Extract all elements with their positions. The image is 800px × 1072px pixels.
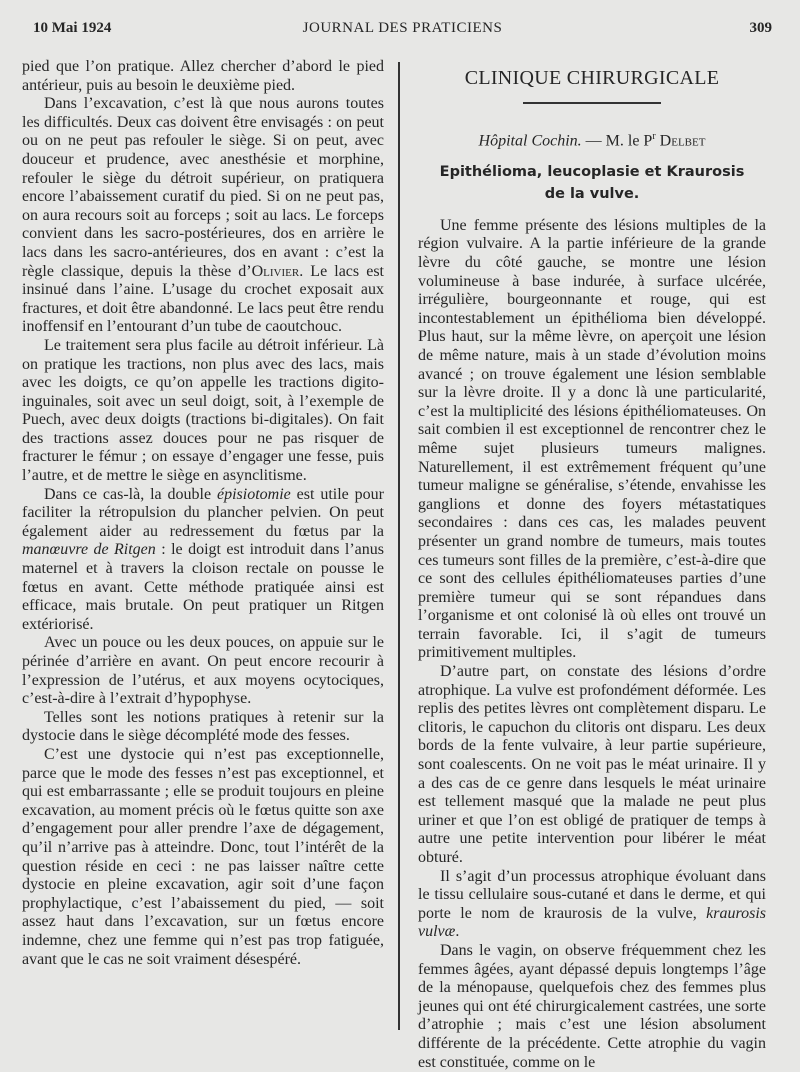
paragraph: Telles sont les notions pratiques à retenir sur la dystocie dans le siège décomplété mode des fesses. — [22, 708, 384, 745]
emphasis: manœuvre de Ritgen — [22, 541, 156, 559]
paragraph: D’autre part, on constate des lésions d’ordre atrophique. La vulve est profondément déformée. Les replis des petites lèvres ont complètement disparu. Le clitoris, le capuchon du clitoris ont disparu. Les deux bords de la fente vulvaire, à leur partie supérieure, sont coalescents. On ne voit pas le méat urinaire. Il y a des cas de ce genre dans lesquels le méat urinaire est tellement masqué que la malade ne peut plus uriner et que l’on est obligé de pratiquer de temps à autre une petite intervention pour libérer le méat obturé. — [418, 663, 766, 867]
section-title: CLINIQUE CHIRURGICALE — [464, 67, 720, 89]
header-page-number: 309 — [749, 20, 772, 36]
right-column — [418, 58, 766, 1072]
title-divider — [523, 102, 661, 104]
professor-name: Delbet — [659, 131, 706, 149]
paragraph: Dans le vagin, on observe fréquemment chez les femmes âgées, ayant dépassé depuis longtemps l’âge de la ménopause, quelquefois chez des femmes plus jeunes qui ont été chirurgicalement castrées, une sorte d’atrophie ; mais c’est une lésion absolument différente de la précédente. Cette atrophie du vagin est constituée, comme on le — [418, 941, 766, 1071]
header-date: 10 Mai 1924 — [33, 20, 112, 36]
paragraph: Dans l’excavation, c’est là que nous aurons toutes les difficultés. Deux cas doivent être envisagés : on peut ou on ne peut pas refouler le siège. Si on peut, avec douceur et prudence, avec anesthésie et morphine, refouler le siège du détroit supérieur, on pratiquera encore l’abaissement curatif du pied. Si on ne peut pas, on aura recours soit au forceps ; soit au lacs. Le forceps convient dans les sacro-postérieures, dos en arrière le lacs dans les sacro-antérieures, dos en avant : c’est la règle classique, depuis la thèse d’Olivier. Le lacs est insinué dans l’aine. L’usage du crochet exposait aux fractures, et doit être abandonné. Le lacs peut être rendu inoffensif en l’entourant d’un tube de caoutchouc. — [22, 95, 384, 336]
emphasis: kraurosis vulvæ — [418, 904, 766, 941]
column-divider — [398, 62, 400, 1030]
left-column — [22, 58, 384, 969]
paragraph: Avec un pouce ou les deux pouces, on appuie sur le périnée d’arrière en avant. On peut encore recourir à l’expression de l’utérus, et aux moyens ocytociques, c’est-à-dire à l’extrait d’hypophyse. — [22, 634, 384, 708]
hospital-line: Hôpital Cochin. — M. le $P^r$ Delbet — [478, 130, 706, 149]
page-header — [33, 16, 772, 42]
emphasis: épisiotomie — [217, 485, 291, 503]
author-name: Olivier — [251, 262, 300, 280]
paragraph: pied que l’on pratique. Allez chercher d’abord le pied antérieur, puis au besoin le deuxième pied. — [22, 58, 384, 94]
paragraph: Le traitement sera plus facile au détroit inférieur. Là on pratique les tractions, non plus avec des lacs, mais avec les doigts, ce qu’on appelle les tractions digito-inguinales, soit avec un seul doigt, soit, à l’exemple de Puech, avec deux doigts (tractions bi-digitales). On fait des tractions assez douces pour ne pas risquer de fracturer le fémur ; on essaye d’engager une fesse, puis l’autre, et de mettre le siège en asynclitisme. — [22, 336, 384, 485]
paragraph: Dans ce cas-là, la double épisiotomie est utile pour faciliter la rétropulsion du plancher pelvien. On peut également aider au redressement du fœtus par la manœuvre de Ritgen : le doigt est introduit dans l’anus maternel et à travers la cloison rectale on pousse le fœtus en avant. Cette méthode pratiquée ainsi est efficace, mais brutale. On peut pratiquer un Ritgen extériorisé. — [22, 485, 385, 633]
paragraph: Une femme présente des lésions multiples de la région vulvaire. A la partie inférieure de la grande lèvre du côté gauche, se montre une lésion volumineuse à base indurée, à surface ulcérée, irrégulière, bourgeonnante et rouge, qui est incontestablement un épithélioma bien développé. Plus haut, sur la même lèvre, on aperçoit une lésion de même nature, mais à un stade d’évolution moins avancé ; on trouve également une lésion semblable sur la lèvre droite. Il y a donc là une particularité, c’est la multiplicité des lésions épithéliomateuses. On sait combien il est exceptionnel de rencontrer chez le même sujet plusieurs tumeurs malignes. Naturellement, il est extrêmement fréquent qu’une tumeur maligne se généralise, s’étende, envahisse les ganglions et donne des foyers métastatiques secondaires : dans ces cas, les malades peuvent présenter un grand nombre de tumeurs, mais toutes ces tumeurs sont filles de la première, c’est-à-dire que ce sont des cellules épithéliomateuses parties d’une première tumeur qui se sont répandues dans l’organisme et ont colonisé là où elles ont trouvé un terrain favorable. Ici, il s’agit de tumeurs primitivement multiples. — [418, 216, 766, 662]
paragraph: C’est une dystocie qui n’est pas exceptionnelle, parce que le mode des fesses n’est pas exceptionnel, et qui est embarrassante ; elle se produit toujours en pleine excavation, au moment précis où le fœtus quitte son axe d’engagement pour aller prendre l’axe de dégagement, qu’il n’arrive pas à atteindre. Donc, tout l’intérêt de la question réside en ceci : ne pas laisser naître cette dystocie en pleine excavation, agir soit d’une façon prophylactique, c’est l’abaissement du pied, — soit assez haut dans l’excavation, sur un fœtus encore indemne, chez une femme qui n’est pas trop fatiguée, avant que le cas ne soit vraiment désespéré. — [22, 745, 384, 968]
article-subtitle: Epithélioma, leucoplasie et Kraurosis de la vulve. — [439, 163, 745, 202]
header-journal-title: JOURNAL DES PRATICIENS — [302, 20, 503, 36]
paragraph: Il s’agit d’un processus atrophique évoluant dans le tissu cellulaire sous-cutané et dans le derme, et qui porte le nom de kraurosis de la vulve, kraurosis vulvæ. — [418, 867, 766, 941]
